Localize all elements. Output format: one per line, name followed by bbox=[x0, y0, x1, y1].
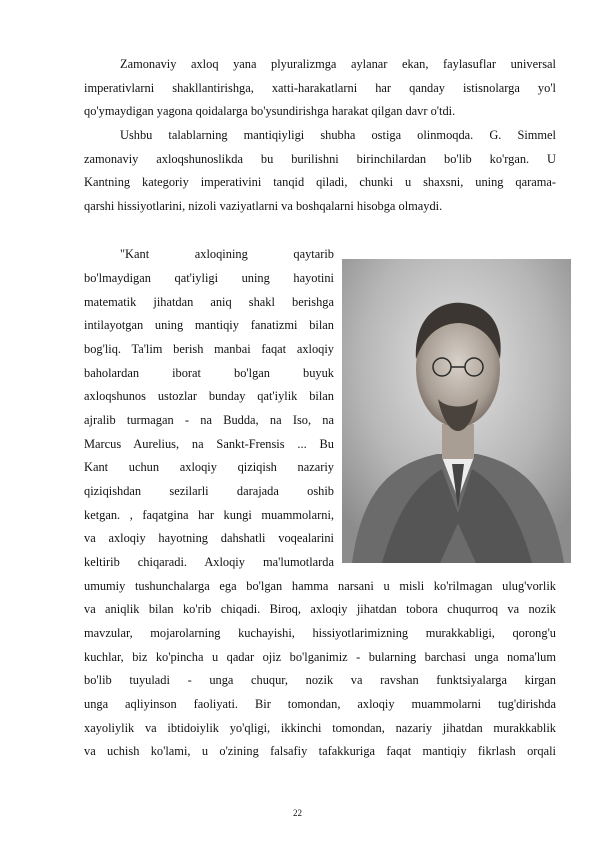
text-line: baholardan iborat bo'lgan buyuk bbox=[84, 366, 334, 380]
text-line: intilayotgan uning mantiqiy fanatizmi bilan bbox=[84, 318, 334, 332]
text-line: keltirib chiqaradi. Axloqiy ma'lumotlarda bbox=[84, 555, 334, 569]
text-line: va axloqiy hayotning dahshatli voqealarini bbox=[84, 531, 334, 545]
text-line: va uchish ko'lami, u o'zining falsafiy tafakkuriga faqat mantiqiy fikrlash orqali bbox=[84, 744, 556, 758]
text-line: zamonaviy axloqshunoslikda bu burilishni birinchilardan bo'lib ko'rgan. U bbox=[84, 152, 556, 166]
portrait-photo-icon bbox=[342, 259, 571, 563]
text-line: bo'lib tuyuladi - unga chuqur, nozik va ravshan funktsiyalarga kirgan bbox=[84, 673, 556, 687]
text-line: matematik jihatdan aniq shakl berishga bbox=[84, 295, 334, 309]
text-line: qarshi hissiyotlarini, nizoli vaziyatlarni va boshqalarni hisobga olmaydi. bbox=[84, 199, 443, 213]
text-line: Kant uchun axloqiy qiziqish nazariy bbox=[84, 460, 334, 474]
text-line: Marcus Aurelius, na Sankt-Frensis ... Bu bbox=[84, 437, 334, 451]
text-line: Kantning kategoriy imperativini tanqid qiladi, chunki u shaxsni, uning qarama- bbox=[84, 175, 556, 189]
text-line: unga aqliyinson faoliyati. Bir tomondan, axloqiy muammolarni tug'dirishda bbox=[84, 697, 556, 711]
text-line: bog'liq. Ta'lim berish manbai faqat axloqiy bbox=[84, 342, 334, 356]
text-line: va aniqlik bilan ko'rib chiqadi. Biroq, axloqiy jihatdan tobora chuqurroq va nozik bbox=[84, 602, 556, 616]
text-line: Ushbu talablarning mantiqiyligi shubha ostiga olinmoqda. G. Simmel bbox=[120, 128, 556, 142]
text-line: kuchlar, biz ko'pincha u qadar ojiz bo'lganimiz - bularning barchasi unga noma'lum bbox=[84, 650, 556, 664]
text-line: imperativlarni shakllantirishga, xatti-harakatlarni har qanday istisnolarga yo'l bbox=[84, 81, 556, 95]
text-line: qo'ymaydigan yagona qoidalarga bo'ysundirishga harakat qilgan davr o'tdi. bbox=[84, 104, 456, 118]
text-line: ajralib turmagan - na Budda, na Iso, na bbox=[84, 413, 334, 427]
text-line: Zamonaviy axloq yana plyuralizmga aylanar ekan, faylasuflar universal bbox=[120, 57, 556, 71]
text-line: "Kant axloqining qaytarib bbox=[120, 247, 334, 261]
text-line: bo'lmaydigan qat'iyligi uning hayotini bbox=[84, 271, 334, 285]
text-line: qiziqishdan sezilarli darajada oshib bbox=[84, 484, 334, 498]
text-line: xayoliylik va ibtidoiylik yo'qligi, ikkinchi tomondan, nazariy jihatdan murakkablik bbox=[84, 721, 556, 735]
text-line: ketgan. , faqatgina har kungi muammolarni, bbox=[84, 508, 334, 522]
text-line: umumiy tushunchalarga ega bo'lgan hamma narsani u misli ko'rilmagan ulug'vorlik bbox=[84, 579, 556, 593]
page-number: 22 bbox=[293, 808, 302, 818]
text-line: axloqshunos ustozlar bunday qat'iylik bilan bbox=[84, 389, 334, 403]
text-line: mavzular, mojarolarning kuchayishi, hissiyotlarimizning murakkabligi, qorong'u bbox=[84, 626, 556, 640]
